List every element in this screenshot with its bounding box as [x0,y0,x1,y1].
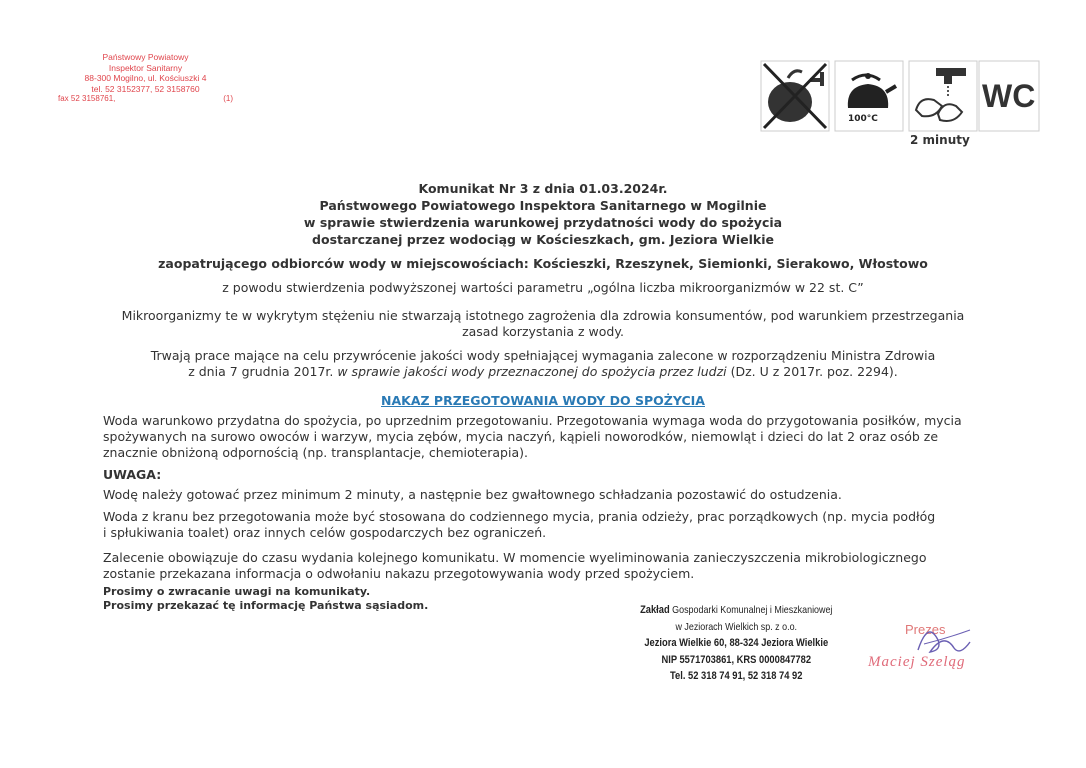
works-note [0,348,1086,380]
text-line: spożywanych na surowo owoców i warzyw, mycia zębów, mycia naczyń, kąpieli noworodków, niemowląt i dzieci do lat 2 oraz osób ze [103,429,939,444]
inspector-stamp [58,52,233,105]
text-line: zostanie przekazana informacja o odwołaniu nakazu przegotowywania wody przed spożyciem. [103,566,695,581]
microorganisms-note [0,308,1086,340]
stamp-line: w Jeziorach Wielkich sp. z o.o. [675,620,798,633]
stamp-line: Jeziora Wielkie 60, 88-324 Jeziora Wielkie [644,637,829,649]
stamp-line: 88-300 Mogilno, ul. Kościuszki 4 [84,73,207,83]
tap-water-paragraph [103,509,983,541]
stamp-line: NIP 5571703861, KRS 0000847782 [661,653,812,666]
stamp-company-rest: Gospodarki Komunalnej i Mieszkaniowej [672,604,833,616]
temperature-label: 100°C [848,114,878,124]
kettle-icon [834,60,904,132]
wc-label: WC [982,78,1036,114]
stamp-line: tel. 52 3152377, 52 3158760 [91,83,200,94]
title-line: dostarczanej przez wodociąg w Kościeszkach, gm. Jeziora Wielkie [312,232,774,247]
warning-label: UWAGA: [103,467,162,482]
stamp-line: Inspektor Sanitarny [108,62,183,73]
regulation-title: w sprawie jakości wody przeznaczonej do spożycia przez ludzi [337,364,727,379]
text-line [0,364,1086,380]
signature-name: Maciej Szeląg [868,654,966,670]
text-line: Woda warunkowo przydatna do spożycia, po uprzednim przegotowaniu. Przegotowania wymaga woda do przygotowania posiłków, mycia [103,413,962,428]
hand-washing-icon [908,60,978,132]
stamp-fax: fax 52 3158761, [58,94,116,103]
stamp-line: Państwowy Powiatowy [102,52,189,62]
company-stamp [630,602,843,685]
boil-order-heading: NAKAZ PRZEGOTOWANIA WODY DO SPOŻYCIA [381,393,705,408]
text-line: Woda z kranu bez przegotowania może być stosowana do codziennego mycia, prania odzieży, prac porządkowych (np. mycia podłóg [103,509,936,524]
text-line: Trwają prace mające na celu przywrócenie jakości wody spełniającej wymagania zalecone w rozporządzeniu Ministra Zdrowia [150,348,936,363]
wc-icon [978,60,1040,132]
signature-title: Prezes [905,622,946,637]
notice-title [0,180,1086,248]
title-line: Państwowego Powiatowego Inspektora Sanitarnego w Mogilnie [319,198,767,213]
regulation-reference: (Dz. U z 2017r. poz. 2294). [730,364,898,379]
pictogram-strip [760,58,1040,150]
text-line: znacznie obniżoną odpornością (np. transplantacje, chemioterapia). [103,445,528,460]
text-line: zasad korzystania z wody. [462,324,624,339]
text-line: i spłukiwania toalet) oraz innych celów gospodarczych bez ograniczeń. [103,525,547,540]
no-raw-produce-icon [760,60,830,132]
text-line: Prosimy przekazać tę informację Państwa sąsiadom. [103,599,429,612]
supply-localities: zaopatrującego odbiorców wody w miejscowościach: Kościeszki, Rzeszynek, Siemionki, Sierakowo, Włostowo [158,256,928,271]
stamp-line [58,94,233,105]
text-line: Prosimy o zwracanie uwagi na komunikaty. [103,585,371,598]
boil-time-label: 2 minuty [910,133,970,147]
reason-line: z powodu stwierdzenia podwyższonej wartości parametru „ogólna liczba mikroorganizmów w 22 st. C” [222,280,864,295]
text-line: Zalecenie obowiązuje do czasu wydania kolejnego komunikatu. W momencie wyeliminowania zanieczyszczenia mikrobiologicznego [103,550,927,565]
request-note [103,585,428,613]
regulation-date: z dnia 7 grudnia 2017r. [188,364,334,379]
boil-paragraph [103,413,983,461]
boil-duration-paragraph: Wodę należy gotować przez minimum 2 minuty, a następnie bez gwałtownego schładzania pozostawić do ostudzenia. [103,487,842,502]
title-line: Komunikat Nr 3 z dnia 01.03.2024r. [418,181,668,196]
title-line: w sprawie stwierdzenia warunkowej przydatności wody do spożycia [303,215,783,230]
stamp-line [630,602,843,619]
stamp-line: Tel. 52 318 74 91, 52 318 74 92 [670,670,803,682]
text-line: Mikroorganizmy te w wykrytym stężeniu nie stwarzają istotnego zagrożenia dla zdrowia konsumentów, pod warunkiem przestrzegania [121,308,965,323]
validity-paragraph [103,550,983,582]
stamp-number: (1) [223,94,233,103]
stamp-company-word: Zakład [640,604,670,616]
